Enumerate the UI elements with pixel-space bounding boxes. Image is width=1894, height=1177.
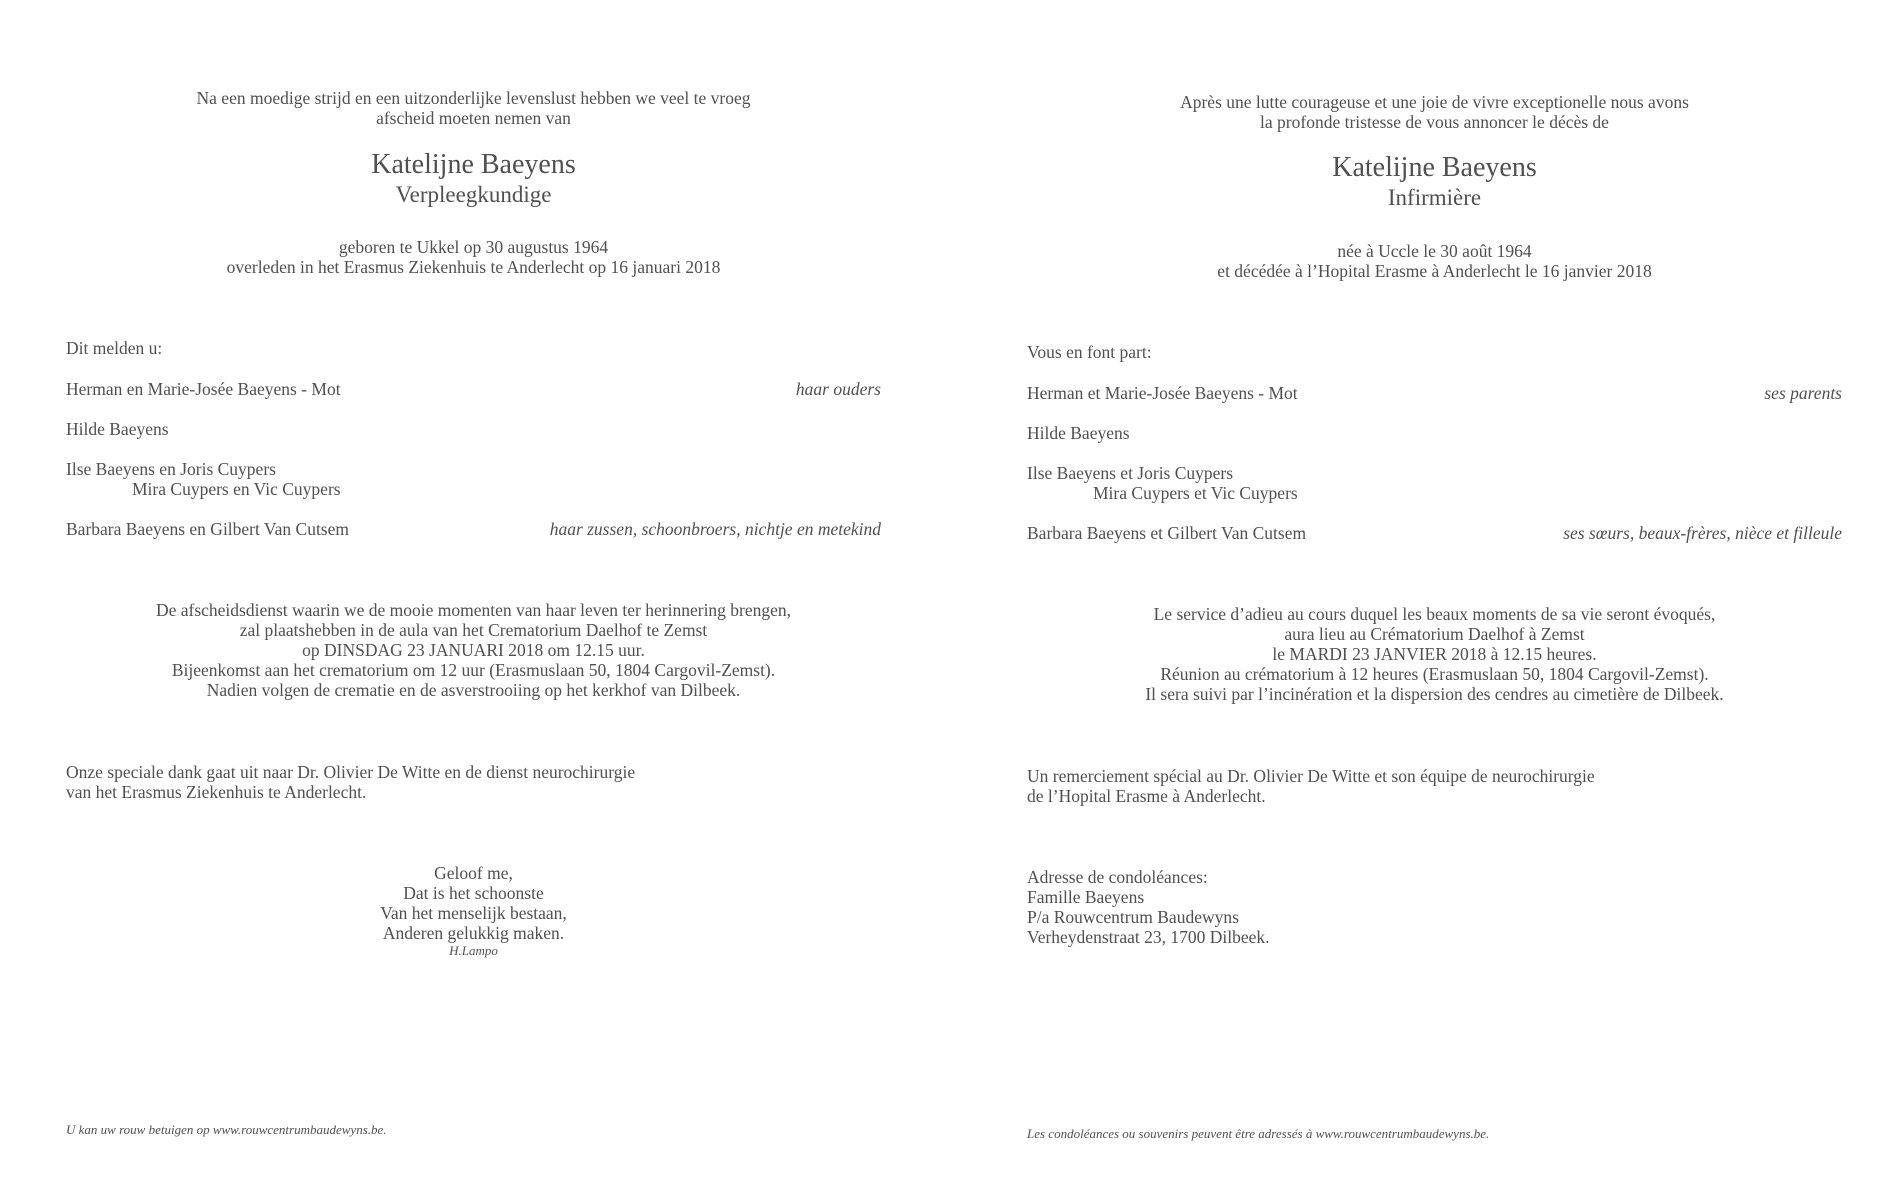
family-list [66,379,881,539]
intro-line: Après une lutte courageuse et une joie de vivre exceptionelle nous avons [1180,92,1689,112]
family-row [66,519,881,539]
thanks-text [66,762,635,802]
service-text [1027,604,1842,704]
family-niece: Mira Cuypers et Vic Cuypers [1093,483,1298,503]
family-row [1027,463,1842,483]
family-sister: Ilse Baeyens et Joris Cuypers [1027,463,1234,483]
service-text [66,600,881,700]
family-row [1027,483,1842,503]
intro-line: afscheid moeten nemen van [376,108,571,128]
service-line: Il sera suivi par l’incinération et la dispersion des cendres au cimetière de Dilbeek. [1145,684,1724,704]
poem [66,863,881,959]
service-line: Bijeenkomst aan het crematorium om 12 uur (Erasmuslaan 50, 1804 Cargovil-Zemst). [171,660,776,680]
relation-siblings: haar zussen, schoonbroers, nichtje en metekind [549,519,881,539]
service-line: De afscheidsdienst waarin we de mooie momenten van haar leven ter herinnering brengen, [155,600,792,620]
death-line: et décédée à l’Hopital Erasme à Anderlecht le 16 janvier 2018 [1217,261,1652,281]
footer-note: Les condoléances ou souvenirs peuvent être adressés à www.rouwcentrumbaudewyns.be. [1027,1126,1490,1141]
address-line: Famille Baeyens [1027,887,1145,907]
service-line: Réunion au crématorium à 12 heures (Erasmuslaan 50, 1804 Cargovil-Zemst). [1160,664,1709,684]
service-line: le MARDI 23 JANVIER 2018 à 12.15 heures. [1272,644,1597,664]
poem-author: H.Lampo [449,943,498,958]
family-parents: Herman en Marie-Josée Baeyens - Mot [66,379,341,399]
birth-line: geboren te Ukkel op 30 augustus 1964 [338,237,609,257]
family-row [66,459,881,479]
family-sister: Hilde Baeyens [66,419,169,439]
family-list [1027,383,1842,543]
footer-note: U kan uw rouw betuigen op www.rouwcentrumbaudewyns.be. [66,1122,387,1137]
life-dates [66,237,881,277]
intro-text [1027,92,1842,132]
family-parents: Herman et Marie-Josée Baeyens - Mot [1027,383,1298,403]
family-sister: Barbara Baeyens et Gilbert Van Cutsem [1027,523,1307,543]
condolence-address [1027,867,1270,947]
poem-line: Geloof me, [434,863,513,883]
service-line: aura lieu au Crématorium Daelhof à Zemst [1284,624,1585,644]
service-line: Nadien volgen de crematie en de asverstrooiing op het kerkhof van Dilbeek. [206,680,741,700]
death-line: overleden in het Erasmus Ziekenhuis te Anderlecht op 16 januari 2018 [226,257,721,277]
intro-line: Na een moedige strijd en een uitzonderlijke levenslust hebben we veel te vroeg [196,88,751,108]
thanks-line: Onze speciale dank gaat uit naar Dr. Olivier De Witte en de dienst neurochirurgie [66,762,636,782]
family-row [66,419,881,439]
family-sister: Barbara Baeyens en Gilbert Van Cutsem [66,519,349,539]
poem-line: Dat is het schoonste [403,883,544,903]
relation-parents: haar ouders [795,379,881,399]
deceased-name: Katelijne Baeyens [1332,152,1537,183]
intro-line: la profonde tristesse de vous annoncer le décès de [1260,112,1609,132]
family-row [1027,523,1842,543]
service-line: zal plaatshebben in de aula van het Crematorium Daelhof te Zemst [239,620,708,640]
relation-siblings: ses sœurs, beaux-frères, nièce et filleule [1563,523,1842,543]
deceased-profession: Verpleegkundige [395,182,552,207]
life-dates [1027,241,1842,281]
thanks-line: de l’Hopital Erasme à Anderlecht. [1027,786,1266,806]
deceased-name: Katelijne Baeyens [371,149,576,180]
family-row [66,379,881,399]
intro-text [66,88,881,128]
address-line: Verheydenstraat 23, 1700 Dilbeek. [1027,927,1270,947]
family-row [1027,423,1842,443]
announce-label: Vous en font part: [1027,342,1152,362]
thanks-line: Un remerciement spécial au Dr. Olivier De Witte et son équipe de neurochirurgie [1027,766,1595,786]
thanks-text [1027,766,1595,806]
family-sister: Ilse Baeyens en Joris Cuypers [66,459,276,479]
service-line: op DINSDAG 23 JANUARI 2018 om 12.15 uur. [302,640,645,660]
family-row [66,479,881,499]
poem-line: Van het menselijk bestaan, [380,903,567,923]
announce-label: Dit melden u: [66,338,163,358]
birth-line: née à Uccle le 30 août 1964 [1337,241,1532,261]
address-line: P/a Rouwcentrum Baudewyns [1027,907,1239,927]
family-row [1027,383,1842,403]
family-sister: Hilde Baeyens [1027,423,1130,443]
family-niece: Mira Cuypers en Vic Cuypers [132,479,341,499]
thanks-line: van het Erasmus Ziekenhuis te Anderlecht. [66,782,367,802]
relation-parents: ses parents [1764,383,1842,403]
deceased-profession: Infirmière [1387,185,1482,210]
address-line: Adresse de condoléances: [1027,867,1208,887]
poem-line: Anderen gelukkig maken. [382,923,565,943]
service-line: Le service d’adieu au cours duquel les beaux moments de sa vie seront évoqués, [1153,604,1716,624]
